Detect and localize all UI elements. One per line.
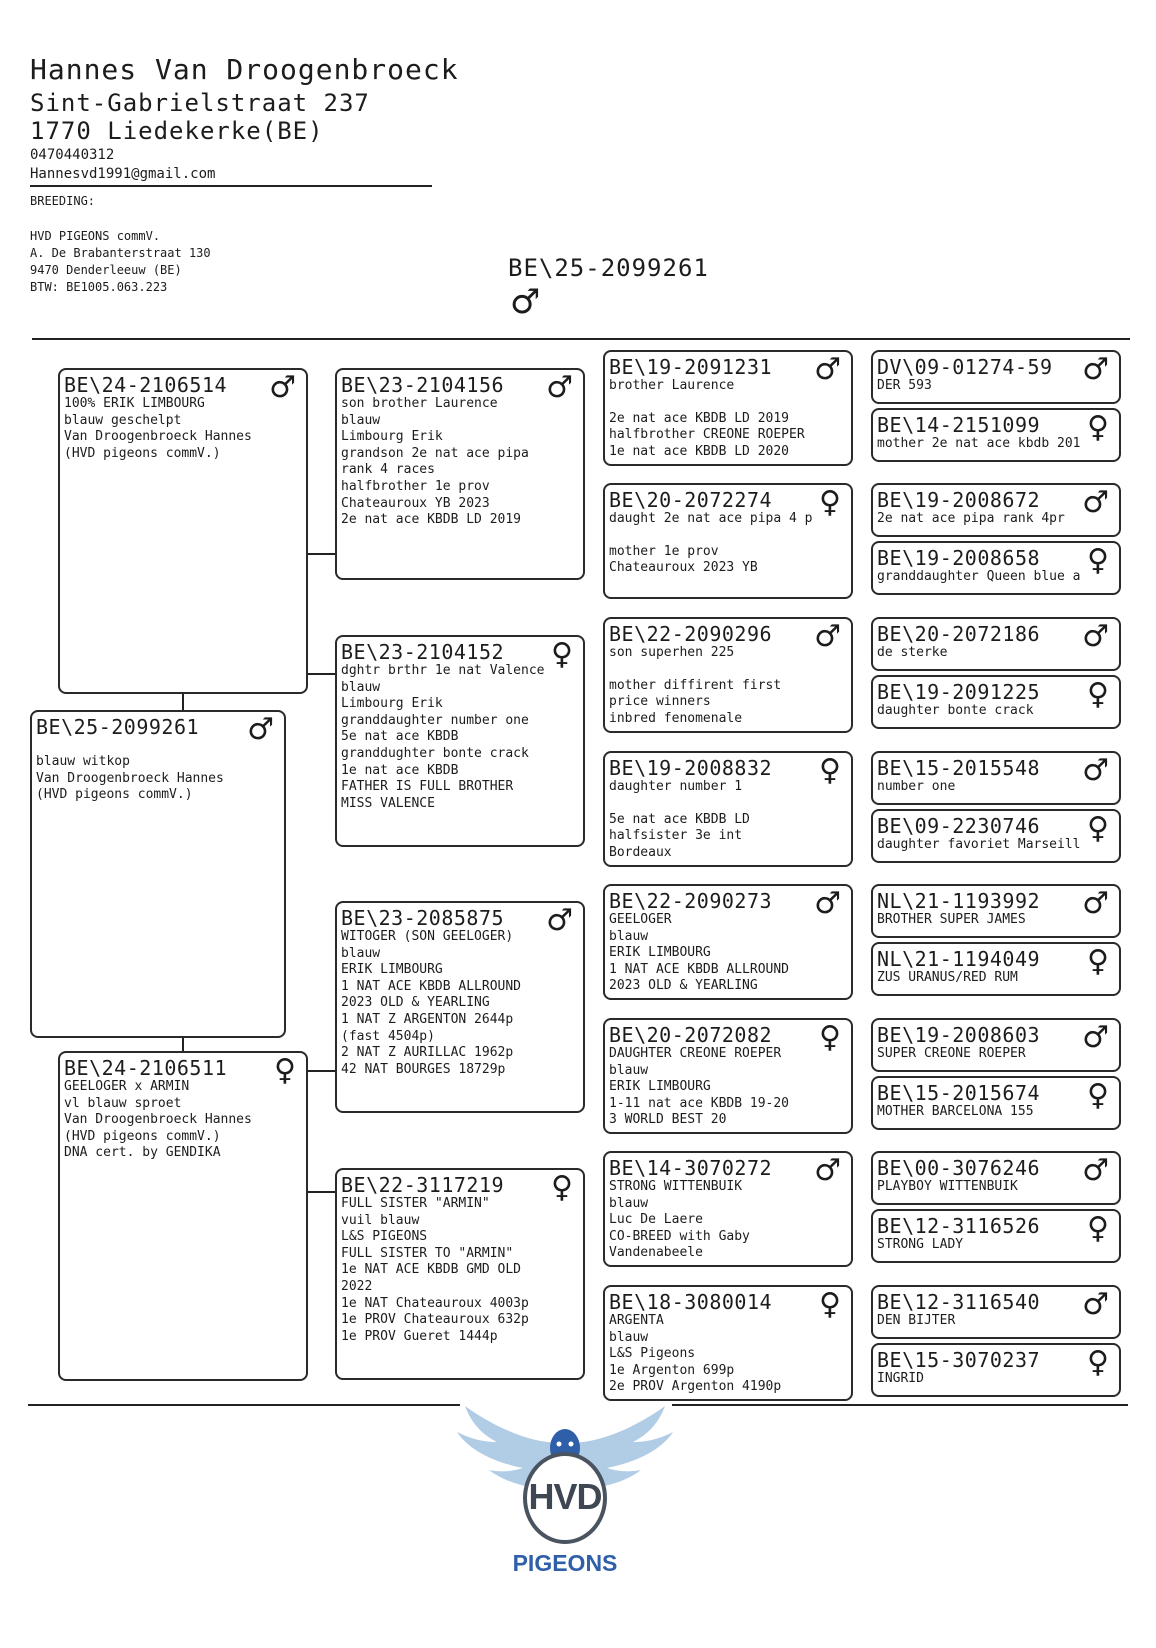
ring-number: BE\15-3070237 [877,1348,1041,1372]
pedigree-card-g16 [871,1343,1121,1397]
pedigree-card-g9 [871,884,1121,938]
card-info-line: Bordeaux [609,844,672,860]
ring-number: BE\19-2008832 [609,756,773,780]
pedigree-card-fmm [603,751,853,867]
card-info-line: GEELOGER [609,912,672,927]
ring-number: BE\15-2015674 [877,1081,1041,1105]
male-icon: ♂ [1082,485,1109,520]
pedigree-card-fmf [603,617,853,733]
card-info-line: Van Droogenbroeck Hannes [64,429,252,445]
female-icon: ♀ [1087,811,1109,846]
ring-number: NL\21-1193992 [877,889,1041,913]
logo-subtext: PIGEONS [512,1550,618,1576]
card-info-line [609,528,847,544]
card-info-line: 1 NAT ACE KBDB ALLROUND [609,961,790,977]
female-icon: ♀ [1087,1211,1109,1246]
card-info-line: daughter favoriet Marseill [877,837,1081,852]
card-info-line: 2e nat ace KBDB LD 2019 [609,410,790,426]
card-info-line: 100% ERIK LIMBOURG [64,396,205,411]
card-info-line: number one [877,779,956,794]
card-info-line: blauw [609,928,649,944]
card-info-line: L&S Pigeons [609,1346,696,1362]
pedigree-card-g2 [871,408,1121,462]
card-info-line: BROTHER SUPER JAMES [877,912,1026,927]
ring-number: BE\23-2104156 [341,373,505,397]
card-info-line: 1 NAT ACE KBDB ALLROUND [341,978,522,994]
card-info-line: SUPER CREONE ROEPER [877,1046,1026,1061]
card-info-line: price winners [609,694,711,710]
card-info-line: 1-11 nat ace KBDB 19-20 [609,1095,790,1111]
card-info-line: halfbrother 1e prov [341,478,490,494]
subject-ring: BE\25-2099261 [508,254,709,282]
card-info-line: halfsister 3e int [609,828,743,844]
card-info-line: 2023 OLD & YEARLING [341,995,490,1011]
card-info-line: rank 4 races [341,462,435,478]
ring-number: BE\20-2072274 [609,488,773,512]
card-info-line: 1e NAT ACE KBDB GMD OLD [341,1262,522,1278]
pedigree-card-g7 [871,751,1121,805]
pedigree-card-g5 [871,617,1121,671]
female-icon: ♀ [1087,410,1109,445]
card-info-line: 1e PROV Gueret 1444p [341,1328,498,1344]
male-icon: ♂ [1082,352,1109,387]
card-info-line [609,662,847,678]
card-info-line: daughter number 1 [609,779,743,794]
card-info-line: 5e nat ace KBDB [341,729,459,745]
card-info-line: Limbourg Erik [341,696,443,712]
male-icon: ♂ [247,712,274,747]
ring-number: BE\23-2085875 [341,906,505,930]
card-info-line: de sterke [877,645,948,660]
card-info-line [609,796,847,812]
card-info-line: 5e nat ace KBDB LD [609,811,750,827]
pedigree-card-fm [335,635,585,847]
card-info-line: granddaughter Queen blue a [877,569,1081,584]
ring-number: BE\24-2106511 [64,1056,228,1080]
ring-number: BE\19-2008658 [877,546,1041,570]
card-info-line: mother diffirent first [609,677,782,693]
card-info-line: halfbrother CREONE ROEPER [609,427,805,443]
hvd-pigeons-logo [445,1398,685,1588]
connector [306,673,336,675]
male-icon: ♂ [814,886,841,921]
card-info-line: 2022 [341,1278,373,1294]
pedigree-card-g4 [871,541,1121,595]
card-info-line: daughter bonte crack [877,703,1034,718]
pedigree-card-g14 [871,1209,1121,1263]
owner-city: 1770 Liedekerke(BE) [30,117,324,145]
card-info-line: dghtr brthr 1e nat Valence [341,663,545,678]
card-info-line: 2e nat ace KBDB LD 2019 [341,512,522,528]
pedigree-card-g10 [871,942,1121,996]
card-info-line: MISS VALENCE [341,795,435,811]
ring-number: BE\19-2008672 [877,488,1041,512]
card-info-line: blauw [609,1329,649,1345]
card-info-line: vl blauw sproet [64,1095,182,1111]
male-icon: ♂ [546,903,573,938]
card-info-line: 1e Argenton 699p [609,1362,735,1378]
male-icon: ♂ [1082,753,1109,788]
card-info-line: 3 WORLD BEST 20 [609,1112,727,1128]
ring-number: BE\14-2151099 [877,413,1041,437]
card-info-line: L&S PIGEONS [341,1229,428,1245]
card-info-line: (fast 4504p) [341,1028,435,1044]
ring-number: BE\15-2015548 [877,756,1041,780]
card-info-line: 42 NAT BOURGES 18729p [341,1061,506,1077]
connector [306,1191,336,1193]
card-info-line: granddaughter number one [341,712,529,728]
card-info-line: INGRID [877,1371,924,1386]
header-underline [30,185,432,187]
pedigree-card-mff [603,884,853,1000]
card-info-line: blauw [341,412,381,428]
card-info-line: mother 1e prov [609,543,719,559]
card-info-line: daught 2e nat ace pipa 4 p [609,511,813,526]
card-info-line: blauw geschelpt [64,412,182,428]
card-info-line: (HVD pigeons commV.) [64,1128,221,1144]
breeding-line: HVD PIGEONS commV. [30,229,161,243]
female-icon: ♀ [1087,1345,1109,1380]
card-info-line: DAUGHTER CREONE ROEPER [609,1046,782,1061]
card-info-line: DER 593 [877,378,932,393]
female-icon: ♀ [819,753,841,788]
pedigree-card-ffm [603,483,853,599]
card-info-line: Chateauroux 2023 YB [609,560,758,576]
female-icon: ♀ [274,1053,296,1088]
connector [306,1070,336,1072]
card-info-line: 1e NAT Chateauroux 4003p [341,1295,529,1311]
pedigree-card-father [58,368,308,694]
female-icon: ♀ [1087,944,1109,979]
pedigree-card-fff [603,350,853,466]
card-info-line: 2e PROV Argenton 4190p [609,1379,782,1395]
card-info-line: 1e nat ace KBDB LD 2020 [609,443,790,459]
bottom-divider-right [672,1404,1128,1406]
male-icon: ♂ [814,619,841,654]
ring-number: BE\12-3116526 [877,1214,1041,1238]
ring-number: BE\09-2230746 [877,814,1041,838]
card-info-line: STRONG LADY [877,1237,964,1252]
card-info-line: FULL SISTER TO "ARMIN" [341,1245,514,1261]
female-icon: ♀ [1087,677,1109,712]
pedigree-card-g13 [871,1151,1121,1205]
pedigree-card-mmf [603,1151,853,1267]
logo-text: HVD [528,1476,602,1517]
ring-number: BE\22-2090296 [609,622,773,646]
card-info-line: son brother Laurence [341,396,498,411]
card-info-line: 1e PROV Chateauroux 632p [341,1312,529,1328]
connector [182,692,184,712]
pedigree-card-mother [58,1051,308,1381]
card-info-line [609,395,847,411]
card-info-line: 2e nat ace pipa rank 4pr [877,511,1065,526]
card-info-line: Limbourg Erik [341,429,443,445]
male-icon: ♂ [1082,1153,1109,1188]
card-info-line: PLAYBOY WITTENBUIK [877,1179,1018,1194]
male-icon: ♂ [1082,1020,1109,1055]
ring-number: BE\14-3070272 [609,1156,773,1180]
pedigree-card-mf [335,901,585,1113]
breeding-line: A. De Brabanterstraat 130 [30,246,211,260]
pedigree-card-mfm [603,1018,853,1134]
card-info-line: ARGENTA [609,1313,664,1328]
ring-number: BE\19-2091225 [877,680,1041,704]
card-info-line: blauw [609,1062,649,1078]
owner-email: Hannesvd1991@gmail.com [30,166,216,182]
card-info-line: vuil blauw [341,1212,420,1228]
ring-number: BE\00-3076246 [877,1156,1041,1180]
card-info-line: grandson 2e nat ace pipa [341,445,529,461]
ring-number: BE\22-2090273 [609,889,773,913]
male-icon: ♂ [510,282,541,322]
male-icon: ♂ [814,1153,841,1188]
owner-street: Sint-Gabrielstraat 237 [30,89,370,117]
pedigree-card-g8 [871,809,1121,863]
ring-number: BE\12-3116540 [877,1290,1041,1314]
pedigree-card-g12 [871,1076,1121,1130]
card-info-line: inbred fenomenale [609,710,743,726]
pedigree-card-g11 [871,1018,1121,1072]
card-info-line: FULL SISTER "ARMIN" [341,1196,490,1211]
ring-number: BE\19-2008603 [877,1023,1041,1047]
card-info-line: Van Droogenbroeck Hannes [36,770,224,786]
card-info-line: 1e nat ace KBDB [341,762,459,778]
pedigree-card-g3 [871,483,1121,537]
card-info-line: (HVD pigeons commV.) [36,787,193,803]
female-icon: ♀ [1087,1078,1109,1113]
ring-number: NL\21-1194049 [877,947,1041,971]
card-info-line: blauw [341,945,381,961]
card-info-line: CO-BREED with Gaby [609,1228,750,1244]
card-info-line: ZUS URANUS/RED RUM [877,970,1018,985]
card-info-line: Vandenabeele [609,1245,703,1261]
card-info-line: GEELOGER x ARMIN [64,1079,190,1094]
owner-name: Hannes Van Droogenbroeck [30,53,459,86]
card-info-line: DEN BIJTER [877,1313,956,1328]
ring-number: BE\20-2072082 [609,1023,773,1047]
card-info-line: blauw [341,679,381,695]
card-info-line: 2 NAT Z AURILLAC 1962p [341,1045,514,1061]
bottom-divider-left [28,1404,460,1406]
owner-phone: 0470440312 [30,147,115,163]
connector [306,553,336,555]
card-info-line: MOTHER BARCELONA 155 [877,1104,1034,1119]
female-icon: ♀ [551,1170,573,1205]
top-divider [32,338,1130,340]
female-icon: ♀ [819,1020,841,1055]
card-info-line: Chateauroux YB 2023 [341,495,490,511]
ring-number: BE\23-2104152 [341,640,505,664]
ring-number: BE\24-2106514 [64,373,228,397]
pedigree-card-mmm [603,1285,853,1401]
card-info-line: 1 NAT Z ARGENTON 2644p [341,1011,514,1027]
female-icon: ♀ [819,485,841,520]
card-info-line: STRONG WITTENBUIK [609,1179,743,1194]
card-info-line: ERIK LIMBOURG [341,962,443,978]
breeding-line: BTW: BE1005.063.223 [30,280,168,294]
card-info-line: DNA cert. by GENDIKA [64,1145,221,1161]
male-icon: ♂ [269,370,296,405]
pedigree-card-mm [335,1168,585,1380]
male-icon: ♂ [1082,619,1109,654]
ring-number: DV\09-01274-59 [877,355,1053,379]
card-info-line: Luc De Laere [609,1212,703,1228]
card-info-line: blauw witkop [36,754,130,769]
male-icon: ♂ [814,352,841,387]
ring-number: BE\18-3080014 [609,1290,773,1314]
ring-number: BE\19-2091231 [609,355,773,379]
pedigree-card-g1 [871,350,1121,404]
card-info-line: 2023 OLD & YEARLING [609,978,758,994]
female-icon: ♀ [819,1287,841,1322]
card-info-line: blauw [609,1195,649,1211]
breeding-label: BREEDING: [30,194,96,208]
card-info-line: Van Droogenbroeck Hannes [64,1112,252,1128]
pedigree-card-g15 [871,1285,1121,1339]
male-icon: ♂ [546,370,573,405]
card-info-line: mother 2e nat ace kbdb 201 [877,436,1081,451]
card-info-line: WITOGER (SON GEELOGER) [341,929,514,944]
male-icon: ♂ [1082,886,1109,921]
card-info-line: FATHER IS FULL BROTHER [341,779,514,795]
card-info-line: (HVD pigeons commV.) [64,445,221,461]
pedigree-card-g6 [871,675,1121,729]
ring-number: BE\25-2099261 [36,715,200,739]
ring-number: BE\20-2072186 [877,622,1041,646]
card-info-line: granddughter bonte crack [341,745,529,761]
card-info-line: ERIK LIMBOURG [609,945,711,961]
female-icon: ♀ [551,637,573,672]
breeding-line: 9470 Denderleeuw (BE) [30,263,182,277]
ring-number: BE\22-3117219 [341,1173,505,1197]
pedigree-card-subject [30,710,286,1038]
card-info-line: ERIK LIMBOURG [609,1079,711,1095]
female-icon: ♀ [1087,543,1109,578]
male-icon: ♂ [1082,1287,1109,1322]
card-info-line: son superhen 225 [609,645,735,660]
card-info-line [36,738,280,754]
pedigree-card-ff [335,368,585,580]
card-info-line: brother Laurence [609,378,735,393]
